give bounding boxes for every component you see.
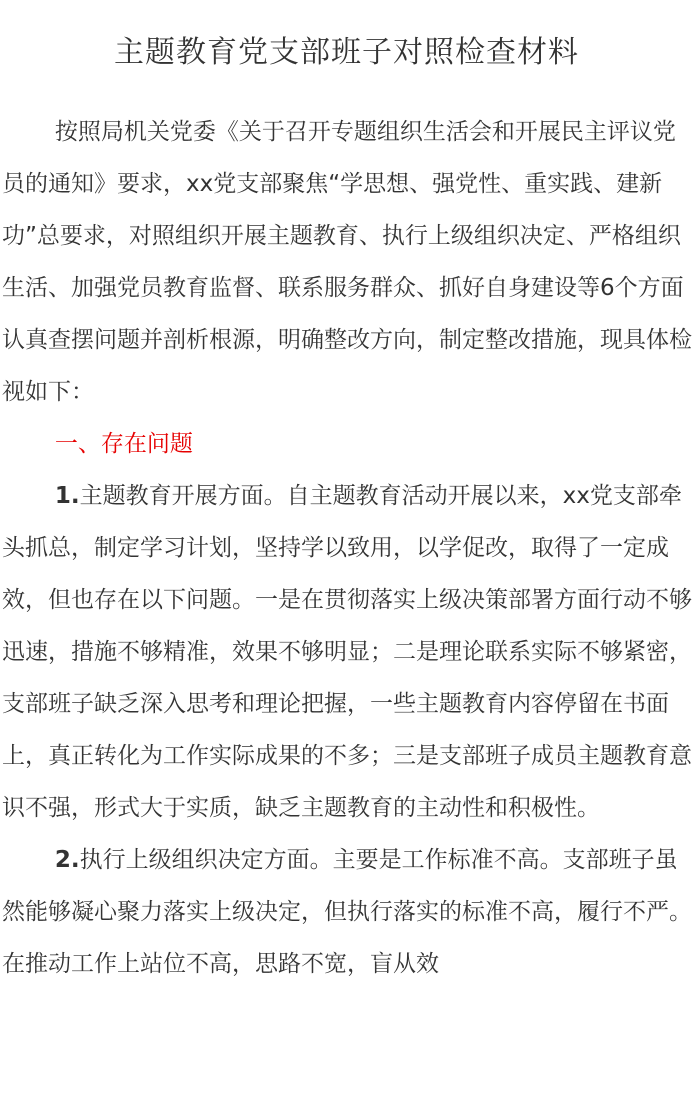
intro-paragraph: 按照局机关党委《关于召开专题组织生活会和开展民主评议党员的通知》要求，xx党支部聚焦“学思想、强党性、重实践、建新功”总要求，对照组织开展主题教育、执行上级组织决定、严格组织生活、加强党员教育监督、联系服务群众、抓好自身建设等6个方面认真查摆问题并剖析根源，明确整改方向，制定整改措施，现具体检视如下： (2, 119, 692, 405)
document-title: 主题教育党支部班子对照检查材料 (114, 35, 579, 70)
item-1-number: 1. (54, 483, 80, 509)
item-2-paragraph (2, 834, 692, 990)
document-body (2, 106, 692, 990)
item-1-text: 主题教育开展方面。自主题教育活动开展以来，xx党支部牵头抓总，制定学习计划，坚持学以致用，以学促改，取得了一定成效，但也存在以下问题。一是在贯彻落实上级决策部署方面行动不够迅速，措施不够精准，效果不够明显；二是理论联系实际不够紧密，支部班子缺乏深入思考和理论把握，一些主题教育内容停留在书面上，真正转化为工作实际成果的不多；三是支部班子成员主题教育意识不强，形式大于实质，缺乏主题教育的主动性和积极性。 (2, 483, 692, 821)
item-2-number: 2. (54, 847, 80, 873)
section-heading-existing-problems: 一、存在问题 (54, 431, 193, 457)
item-2-text: 执行上级组织决定方面。主要是工作标准不高。支部班子虽然能够凝心聚力落实上级决定，但执行落实的标准不高，履行不严。在推动工作上站位不高，思路不宽，盲从效 (2, 847, 692, 977)
item-1-paragraph (2, 470, 692, 834)
